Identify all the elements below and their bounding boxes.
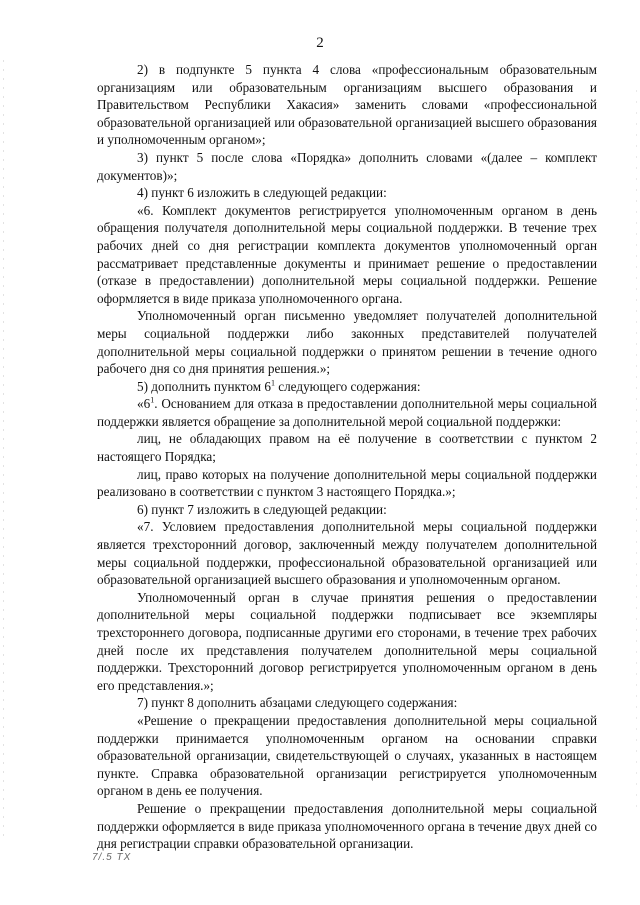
page-number: 2	[316, 35, 324, 51]
paragraph-5: Уполномоченный орган письменно уведомляет получателей дополнительной меры социальной поддержки либо законных представителей получателей дополнительной меры социальной поддержки о принятом решении в течение одного рабочего дня со дня принятия решения.»;	[97, 308, 597, 377]
paragraph-7	[97, 395, 597, 430]
paragraph-13: 7) пункт 8 дополнить абзацами следующего содержания:	[137, 695, 458, 711]
paragraph-6-before: 5) дополнить пунктом 6	[137, 378, 271, 394]
paragraph-2: 3) пункт 5 после слова «Порядка» дополнить словами «(далее – комплект документов)»;	[97, 149, 597, 183]
paragraph-7-after: . Основанием для отказа в предоставлении дополнительной меры социальной поддержки является обращение за дополнительной мерой социальной поддержки:	[97, 396, 597, 429]
paragraph-6	[97, 378, 597, 396]
footer-code: 7/.5 ТХ	[92, 852, 132, 863]
scan-margin-right	[636, 90, 637, 810]
paragraph-12: Уполномоченный орган в случае принятия решения о предоставлении дополнительной меры социальной поддержки подписывает все экземпляры трехстороннего договора, подписанные другими его сторонами, в течение трех рабочих дней после их представления получателем дополнительной меры социальной поддержки. Трехсторонний договор регистрируется уполномоченным органом в день его представления.»;	[97, 589, 597, 693]
paragraph-1: 2) в подпункте 5 пункта 4 слова «профессиональным образовательным организациям или образовательным организациям высшего образования и Правительством Республики Хакасия» заменить словами «профессиональной образовательной организацией или образовательной организацией высшего образования и уполномоченным органом»;	[97, 62, 597, 148]
paragraph-6-superscript: 1	[270, 378, 275, 388]
paragraph-4: «6. Комплект документов регистрируется уполномоченным органом в день обращения получателя дополнительной меры социальной поддержки. В течение трех рабочих дней со дня регистрации комплекта документов уполномоченный орган рассматривает представленные документы и принимает решение о предоставлении (отказе в предоставлении) дополнительной меры социальной поддержки. Решение оформляется в виде приказа уполномоченного органа.	[97, 202, 597, 306]
paragraph-8: лиц, не обладающих правом на её получение в соответствии с пунктом 2 настоящего Порядка;	[97, 431, 597, 465]
paragraph-11: «7. Условием предоставления дополнительной меры социальной поддержки является трехсторонний договор, заключенный между получателем дополнительной меры социальной поддержки, профессиональной образовательной организацией или образовательной организацией высшего образования и уполномоченным органом.	[97, 519, 597, 588]
paragraph-9: лиц, право которых на получение дополнительной меры социальной поддержки реализовано в соответствии с пунктом 3 настоящего Порядка.»;	[97, 466, 597, 500]
paragraph-10: 6) пункт 7 изложить в следующей редакции:	[137, 501, 387, 517]
scan-margin-left	[3, 60, 4, 840]
document-body	[97, 61, 597, 853]
paragraph-14: «Решение о прекращении предоставления дополнительной меры социальной поддержки принимается уполномоченным органом на основании справки образовательной организации, свидетельствующей о случаях, указанных в настоящем пункте. Справка образовательной организации регистрируется уполномоченным органом в день ее получения.	[97, 712, 597, 799]
paragraph-3: 4) пункт 6 изложить в следующей редакции:	[137, 185, 387, 201]
paragraph-15: Решение о прекращении предоставления дополнительной меры социальной поддержки оформляется в виде приказа уполномоченного органа в течение двух дней со дня регистрации справки образовательной организации.	[97, 800, 597, 852]
paragraph-6-after: следующего содержания:	[274, 378, 421, 394]
paragraph-7-superscript: 1	[150, 395, 155, 405]
paragraph-7-before: «6	[137, 396, 151, 412]
